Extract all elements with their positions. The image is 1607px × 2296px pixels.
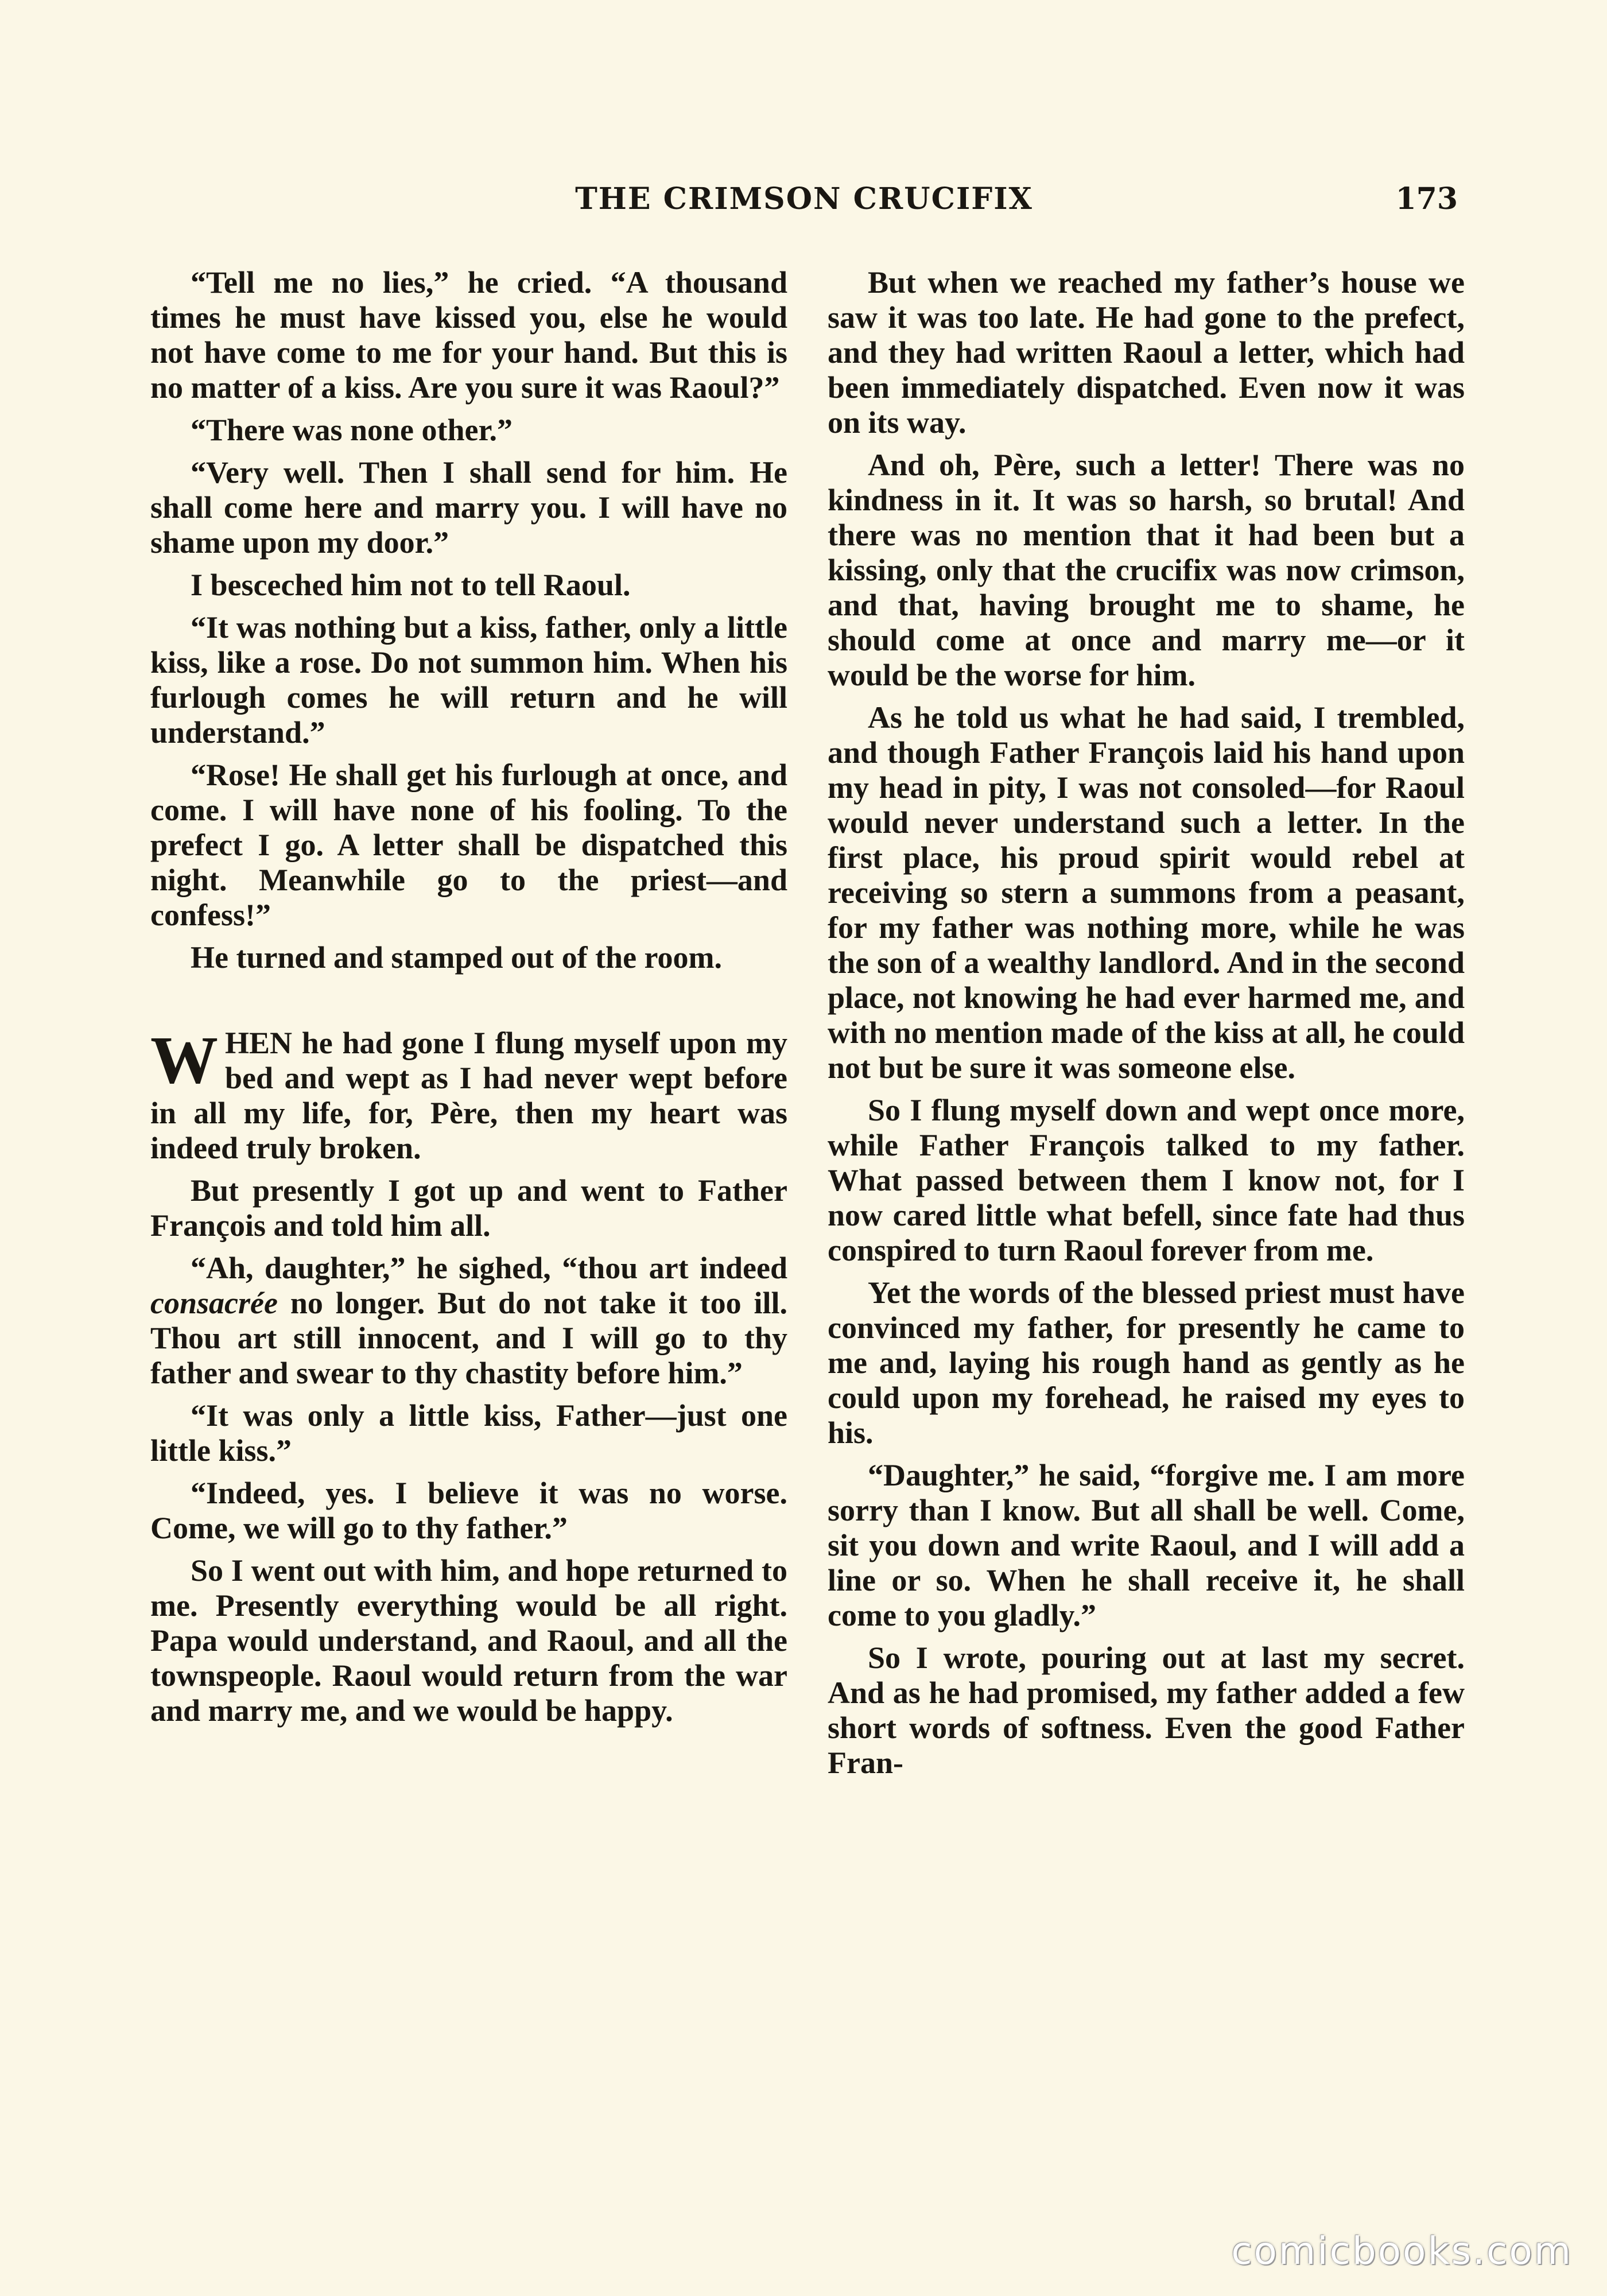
paragraph: Yet the words of the blessed priest must have convinced my father, for presently he came to me and, laying his rough hand as gently as he could upon my forehead, he raised my eyes to his. xyxy=(828,1275,1465,1450)
paragraph: “Tell me no lies,” he cried. “A thousand times he must have kissed you, else he would not have come to me for your hand. But this is no matter of a kiss. Are you sure it was Raoul?” xyxy=(150,265,787,405)
small-caps-lead: HEN xyxy=(225,1026,293,1060)
left-column xyxy=(150,265,787,1736)
running-title: THE CRIMSON CRUCIFIX xyxy=(575,181,1033,216)
paragraph: “Rose! He shall get his furlough at once, and come. I will have none of his fooling. To the prefect I go. A letter shall be dispatched this night. Meanwhile go to the priest—and confess!” xyxy=(150,758,787,932)
running-head xyxy=(150,179,1458,219)
page-number: 173 xyxy=(1395,181,1458,216)
paragraph: I besceched him not to tell Raoul. xyxy=(191,568,631,602)
paragraph: But when we reached my father’s house we saw it was too late. He had gone to the prefect, and they had written Raoul a letter, which had been immediately dispatched. Even now it was on its way. xyxy=(828,265,1465,440)
paragraph: So I went out with him, and hope returned to me. Presently everything would be all right. Papa would understand, and Raoul, and all the townspeople. Raoul would return from the war and marry me, and we would be happy. xyxy=(150,1553,787,1728)
paragraph-text: “Ah, daughter,” he sighed, “thou art indeed xyxy=(191,1251,787,1285)
paragraph: “There was none other.” xyxy=(191,413,513,447)
paragraph: As he told us what he had said, I trembled, and though Father François laid his hand upon my head in pity, I was not consoled—for Raoul would never understand such a letter. In the first place, his proud spirit would rebel at receiving so stern a summons from a peasant, for my father was nothing more, while he was the son of a wealthy landlord. And in the second place, not knowing he had ever harmed me, and with no mention made of the kiss at all, he could not but be sure it was someone else. xyxy=(828,700,1465,1085)
drop-cap: W xyxy=(150,1022,218,1097)
paragraph: But presently I got up and went to Father François and told him all. xyxy=(150,1173,787,1243)
paragraph: So I wrote, pouring out at last my secret. And as he had promised, my father added a few short words of softness. Even the good Father Fran- xyxy=(828,1640,1465,1780)
paragraph-text: no longer. But do not take it too ill. Thou art still innocent, and I will go to thy father and swear to thy chastity before him.” xyxy=(150,1286,787,1390)
paragraph: “It was only a little kiss, Father—just one little kiss.” xyxy=(150,1398,787,1468)
paragraph: He turned and stamped out of the room. xyxy=(191,940,723,975)
right-column xyxy=(828,265,1465,1788)
paragraph: “Daughter,” he said, “forgive me. I am more sorry than I know. But all shall be well. Come, sit you down and write Raoul, and I will add a line or so. When he shall receive it, he shall come to you gladly.” xyxy=(828,1458,1465,1632)
italic-word: consacrée xyxy=(150,1286,278,1320)
section-opening-paragraph xyxy=(150,1022,787,1166)
paragraph: So I flung myself down and wept once more, while Father François talked to my father. What passed between them I know not, for I now cared little what befell, since fate had thus conspired to turn Raoul forever from me. xyxy=(828,1093,1465,1267)
paragraph: “Very well. Then I shall send for him. He shall come here and marry you. I will have no shame upon my door.” xyxy=(150,455,787,560)
paragraph: “It was nothing but a kiss, father, only a little kiss, like a rose. Do not summon him. When his furlough comes he will return and he will understand.” xyxy=(150,610,787,750)
paragraph: “Indeed, yes. I believe it was no worse. Come, we will go to thy father.” xyxy=(150,1476,787,1545)
paragraph-text: he had gone I flung myself upon my bed and wept as I had never wept before in all my life, for, Père, then my heart was indeed truly broken. xyxy=(150,1026,787,1165)
paragraph: And oh, Père, such a letter! There was no kindness in it. It was so harsh, so brutal! And there was no mention that it had been but a kissing, only that the crucifix was now crimson, and that, having brought me to shame, he should come at once and marry me—or it would be the worse for him. xyxy=(828,448,1465,692)
paragraph xyxy=(150,1251,787,1391)
watermark: comicbooks.com xyxy=(1231,2229,1573,2273)
